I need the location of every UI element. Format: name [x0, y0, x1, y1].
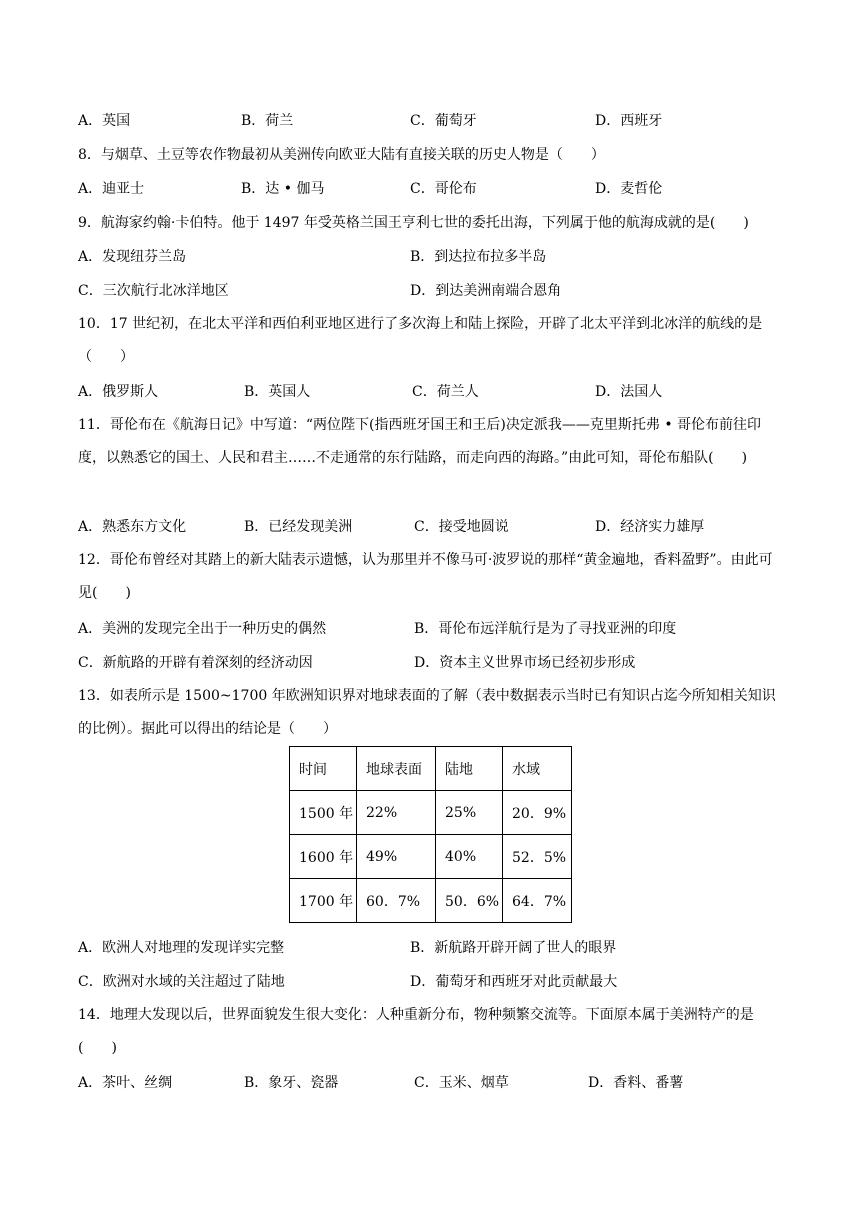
table-row [290, 835, 572, 879]
q7-option-d[interactable]: D．西班牙 [595, 113, 663, 129]
table-header-cell: 陆地 [436, 747, 503, 791]
table-header-cell: 地球表面 [357, 747, 436, 791]
table-row [290, 879, 572, 923]
q10-stem: 10．17 世纪初，在北太平洋和西伯利亚地区进行了多次海上和陆上探险，开辟了北太平洋到北冰洋的航线的是（ ） [78, 316, 763, 365]
q8-option-a[interactable]: A．迪亚士 [78, 181, 145, 197]
q14-option-a[interactable]: A．茶叶、丝绸 [78, 1075, 173, 1091]
q8-option-c[interactable]: C．哥伦布 [410, 181, 477, 197]
q8-option-d[interactable]: D．麦哲伦 [595, 181, 663, 197]
q7-option-c[interactable]: C．葡萄牙 [410, 113, 477, 129]
table-header-row [290, 747, 572, 791]
q9-option-c[interactable]: C．三次航行北冰洋地区 [78, 283, 229, 299]
q11-option-b[interactable]: B．已经发现美洲 [244, 519, 353, 535]
q11-option-d[interactable]: D．经济实力雄厚 [595, 519, 705, 535]
table-cell: 60．7% [357, 879, 436, 923]
q11-option-c[interactable]: C．接受地圆说 [414, 519, 509, 535]
q14-option-c[interactable]: C．玉米、烟草 [414, 1075, 509, 1091]
table-cell: 49% [357, 835, 436, 879]
q12-option-c[interactable]: C．新航路的开辟有着深刻的经济动因 [78, 655, 313, 671]
q9-option-b[interactable]: B．到达拉布拉多半岛 [410, 249, 547, 265]
q10-option-d[interactable]: D．法国人 [595, 384, 663, 400]
table-cell: 50．6% [436, 879, 503, 923]
table-cell: 25% [436, 791, 503, 835]
table-cell: 22% [357, 791, 436, 835]
q8-stem: 8．与烟草、土豆等农作物最初从美洲传向欧亚大陆有直接关联的历史人物是（ ） [78, 147, 605, 163]
table-cell: 20．9% [503, 791, 572, 835]
q12-option-a[interactable]: A．美洲的发现完全出于一种历史的偶然 [78, 621, 327, 637]
q14-stem: 14．地理大发现以后，世界面貌发生很大变化：人种重新分布，物种频繁交流等。下面原本属于美洲特产的是( ) [78, 1007, 754, 1056]
table-cell: 1500 年 [290, 791, 357, 835]
q14-option-d[interactable]: D．香料、番薯 [588, 1075, 684, 1091]
q13-option-d[interactable]: D．葡萄牙和西班牙对此贡献最大 [410, 974, 618, 990]
q13-stem: 13．如表所示是 1500~1700 年欧洲知识界对地球表面的了解（表中数据表示当时已有知识占迄今所知相关知识的比例）。据此可以得出的结论是（ ） [78, 688, 776, 737]
q13-option-a[interactable]: A．欧洲人对地理的发现详实完整 [78, 940, 285, 956]
q10-option-b[interactable]: B．英国人 [244, 384, 311, 400]
q14-option-b[interactable]: B．象牙、瓷器 [244, 1075, 339, 1091]
table-cell: 40% [436, 835, 503, 879]
q9-option-d[interactable]: D．到达美洲南端合恩角 [410, 283, 562, 299]
q10-option-c[interactable]: C．荷兰人 [412, 384, 479, 400]
q13-option-b[interactable]: B．新航路开辟开阔了世人的眼界 [410, 940, 617, 956]
q7-option-b[interactable]: B．荷兰 [241, 113, 294, 129]
q12-option-d[interactable]: D．资本主义世界市场已经初步形成 [414, 655, 636, 671]
q13-option-c[interactable]: C．欧洲对水域的关注超过了陆地 [78, 974, 285, 990]
q7-option-a[interactable]: A．英国 [78, 113, 131, 129]
table-cell: 52．5% [503, 835, 572, 879]
table-cell: 64．7% [503, 879, 572, 923]
table-cell: 1600 年 [290, 835, 357, 879]
q12-stem: 12．哥伦布曾经对其踏上的新大陆表示遗憾，认为那里并不像马可·波罗说的那样“黄金遍地，香料盈野”。由此可见( ) [78, 552, 773, 601]
q9-stem: 9．航海家约翰·卡伯特。他于 1497 年受英格兰国王亨利七世的委托出海，下列属于他的航海成就的是( ) [78, 215, 749, 231]
q13-data-table [289, 746, 572, 923]
q11-stem: 11．哥伦布在《航海日记》中写道：“两位陛下(指西班牙国王和王后)决定派我——克里斯托弗 • 哥伦布前往印度，以熟悉它的国土、人民和君主……不走通常的东行陆路，而走向西的海路。”由此可知，哥伦布船队( ) [78, 417, 762, 466]
table-row [290, 791, 572, 835]
table-header-cell: 时间 [290, 747, 357, 791]
table-cell: 1700 年 [290, 879, 357, 923]
q9-option-a[interactable]: A．发现纽芬兰岛 [78, 249, 187, 265]
table-header-cell: 水域 [503, 747, 572, 791]
q10-option-a[interactable]: A．俄罗斯人 [78, 384, 159, 400]
q12-option-b[interactable]: B．哥伦布远洋航行是为了寻找亚洲的印度 [414, 621, 677, 637]
q11-option-a[interactable]: A．熟悉东方文化 [78, 519, 187, 535]
q8-option-b[interactable]: B．达 • 伽马 [241, 181, 325, 197]
